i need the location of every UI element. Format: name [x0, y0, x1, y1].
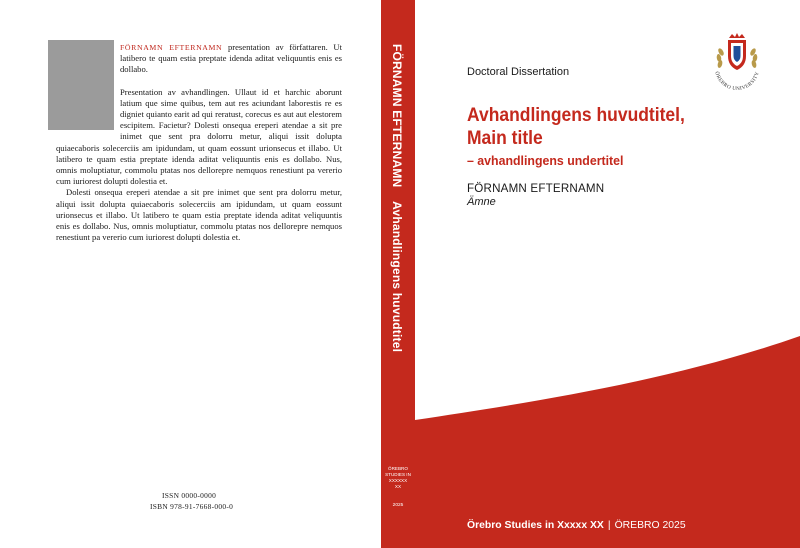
main-title-line-1: Avhandlingens huvudtitel, — [467, 105, 685, 126]
back-cover-text — [56, 42, 342, 243]
spine — [381, 0, 415, 548]
author-blurb: presentation av författaren. Ut latibero te quam estia preptate idenda aditat veliquuntis enis es dollabo. — [120, 42, 343, 75]
issn: ISSN 0000-0000 — [162, 491, 217, 500]
main-title-line-2: Main title — [467, 128, 543, 149]
isbn: ISBN 978-91-7668-000-0 — [150, 502, 234, 511]
svg-text:ÖREBRO UNIVERSITY — [713, 71, 760, 90]
logo-text: ÖREBRO UNIVERSITY — [713, 70, 761, 90]
series-line — [467, 520, 686, 531]
front-cover — [415, 0, 800, 548]
isbn-block — [150, 490, 240, 512]
place-year: ÖREBRO 2025 — [614, 520, 686, 531]
subject: Ämne — [467, 196, 496, 208]
spine-series-line: XX — [394, 484, 402, 489]
orebro-university-seal-icon — [705, 26, 769, 90]
spine-title-area — [381, 44, 415, 353]
spine-year: 2025 — [392, 503, 404, 508]
dissertation-presentation-2: Dolesti onsequa ereperi atendae a sit pre inimet que sent pra dolorru metur, aliqui issit dolupta quiaecaboris solecerciis am ipidundam, ut quam eossunt urionsecus et illabo. Ut latibero te quam estia preptate idenda aditat veliquuntis enis es dollabo. Nus, omnis moluptiatur, commolu ptatas nos dellorepre nemquos renestiunt pa vererio cum iuriorest dolupti dolestia et. — [56, 187, 342, 243]
front-author-name: FÖRNAMN EFTERNAMN — [467, 182, 605, 195]
series-separator: | — [607, 520, 611, 531]
spine-series-line: STUDIES IN — [385, 472, 411, 477]
spine-series — [381, 466, 415, 490]
main-title — [467, 104, 761, 150]
back-author-name: FÖRNAMN EFTERNAMN — [120, 43, 223, 52]
series-name: Örebro Studies in Xxxxx XX — [467, 520, 604, 531]
subtitle: – avhandlingens undertitel — [467, 153, 624, 168]
dissertation-presentation: Presentation av avhandlingen. Ullaut id et harchic aborunt latium que sime quibus, tem aut res aciundant laborestis re es digniet quianto earit ad qui reratust, corecus es aut aut elestorem escipitem. Facietur? Dolesti onsequa ereperi atendae a sit pre inimet que sent pra dolorru metur, aliqui issit dolupta quiaecaboris solecerciis am ipidundam, ut quam eossunt urionsecus et illabo. Ut latibero te quam estia preptate idenda aditat veliquuntis enis es dollabo. Nus, omnis moluptiatur, commolu ptatas nos dellorepre nemquos renestiunt pa vererio cum iuriorest dolupti dolestia et. — [56, 86, 342, 187]
spine-title: FÖRNAMN EFTERNAMN Avhandlingens huvudtitel — [390, 44, 404, 353]
document-type: Doctoral Dissertation — [467, 66, 570, 78]
spine-series-line: ÖREBRO — [388, 466, 408, 471]
spine-series-line: XXXXXX — [388, 478, 408, 483]
back-cover — [0, 0, 380, 548]
